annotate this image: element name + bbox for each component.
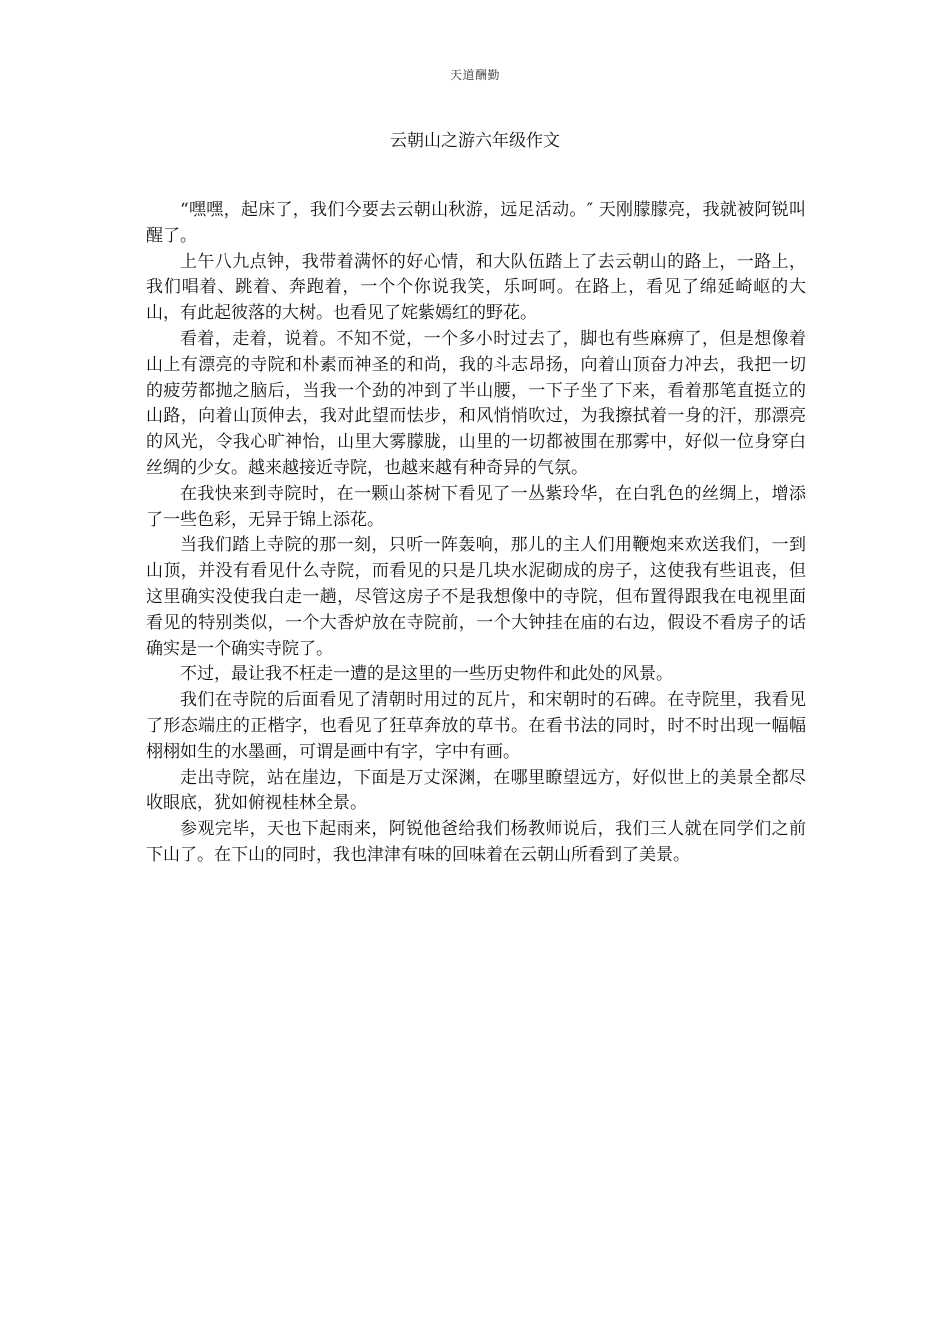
page-header: 天道酬勤 bbox=[449, 68, 500, 82]
paragraph: 参观完毕，天也下起雨来，阿锐他爸给我们杨教师说后，我们三人就在同学们之前下山了。在下山的同时，我也津津有味的回味着在云朝山所看到了美景。 bbox=[146, 819, 806, 865]
paragraph: 走出寺院，站在崖边，下面是万丈深渊，在哪里瞭望远方，好似世上的美景全都尽收眼底，犹如俯视桂林全景。 bbox=[146, 767, 806, 814]
paragraph: 不过，最让我不枉走一遭的是这里的一些历史物件和此处的风景。 bbox=[180, 664, 673, 685]
paragraph: 当我们踏上寺院的那一刻，只听一阵轰响，那儿的主人们用鞭炮来欢送我们，一到山顶，并没有看见什么寺院，而看见的只是几块水泥砌成的房子，这使我有些诅丧，但这里确实没使我白走一趟，尽管这房子不是我想像中的寺院，但布置得跟我在电视里面看见的特别类似，一个大香炉放在寺院前，一个大钟挂在庙的右边，假设不看房子的话确实是一个确实寺院了。 bbox=[146, 535, 806, 659]
paragraph: 我们在寺院的后面看见了清朝时用过的瓦片，和宋朝时的石碑。在寺院里，我看见了形态端庄的正楷字，也看见了狂草奔放的草书。在看书法的同时，时不时出现一幅幅栩栩如生的水墨画，可谓是画中有字，字中有画。 bbox=[146, 690, 806, 762]
paragraph: 看着，走着，说着。不知不觉，一个多小时过去了，脚也有些麻痹了，但是想像着山上有漂亮的寺院和朴素而神圣的和尚，我的斗志昂扬，向着山顶奋力冲去，我把一切的疲劳都抛之脑后，当我一个劲的冲到了半山腰，一下子坐了下来，看着那笔直挺立的山路，向着山顶伸去，我对此望而怯步，和风悄悄吹过，为我擦拭着一身的汗，那漂亮的风光，令我心旷神怡，山里大雾朦胧，山里的一切都被围在那雾中，好似一位身穿白丝绸的少女。越来越接近寺院，也越来越有种奇异的气氛。 bbox=[146, 328, 806, 478]
essay-title: 云朝山之游六年级作文 bbox=[390, 131, 560, 151]
paragraph: “嘿嘿，起床了，我们今要去云朝山秋游，远足活动。″ 天刚朦朦亮，我就被阿锐叫醒了。 bbox=[146, 200, 806, 246]
essay-body bbox=[146, 198, 806, 869]
paragraph: 上午八九点钟，我带着满怀的好心情，和大队伍踏上了去云朝山的路上，一路上，我们唱着、跳着、奔跑着，一个个你说我笑，乐呵呵。在路上，看见了绵延崎岖的大山，有此起彼落的大树。也看见了姹紫嫣红的野花。 bbox=[146, 251, 806, 324]
paragraph: 在我快来到寺院时，在一颗山茶树下看见了一丛紫玲华，在白乳色的丝绸上，增添了一些色彩，无异于锦上添花。 bbox=[146, 483, 806, 530]
